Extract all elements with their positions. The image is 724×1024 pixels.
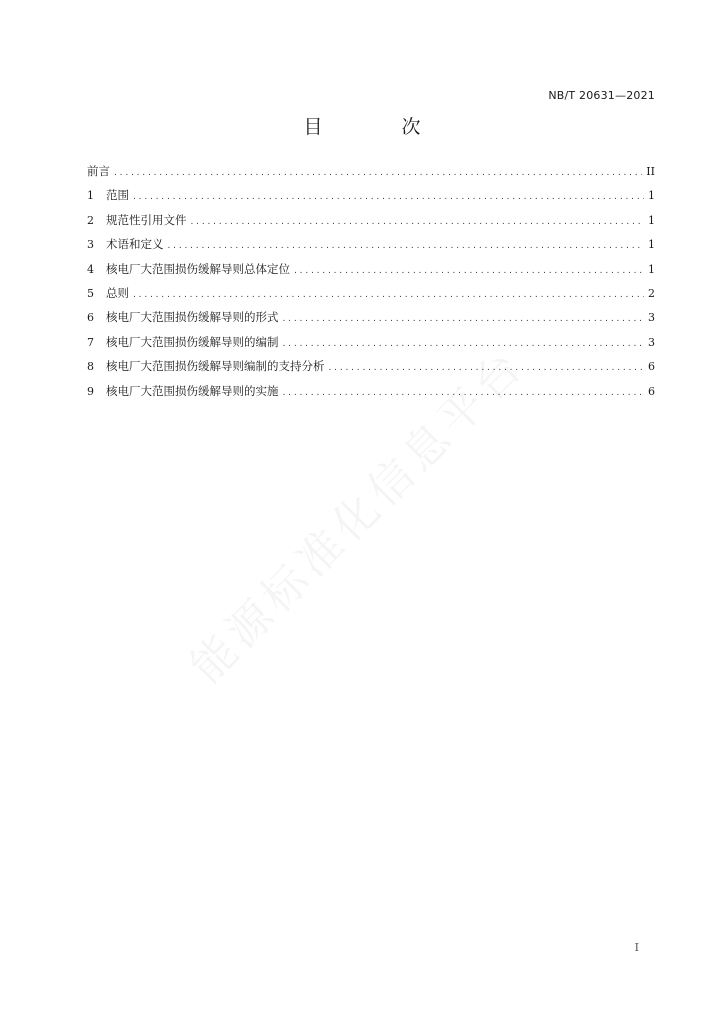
dot-leader <box>191 217 645 227</box>
page-number: I <box>634 941 639 954</box>
toc-entry-9[interactable] <box>87 383 655 407</box>
toc-entry-title: 规范性引用文件 <box>106 212 187 227</box>
toc-entry-page: 1 <box>648 213 655 227</box>
toc-entry-8[interactable] <box>87 358 655 382</box>
toc-entry-5[interactable] <box>87 285 655 309</box>
toc-entry-page: 2 <box>648 286 655 300</box>
toc-entry-number: 1 <box>87 189 94 203</box>
toc-entry-6[interactable] <box>87 309 655 333</box>
toc-entry-title: 核电厂大范围损伤缓解导则的形式 <box>106 310 279 325</box>
dot-leader <box>329 363 645 373</box>
toc-entry-page: II <box>646 165 655 178</box>
toc-entry-page: 1 <box>648 189 655 203</box>
toc-entry-number: 5 <box>87 286 94 300</box>
page-title: 目 次 <box>303 116 451 138</box>
dot-leader <box>133 192 644 202</box>
toc-entry-3[interactable] <box>87 236 655 260</box>
toc-entry-title: 核电厂大范围损伤缓解导则编制的支持分析 <box>106 359 325 374</box>
toc-entry-title: 总则 <box>106 285 129 300</box>
table-of-contents <box>87 163 655 407</box>
toc-entry-number: 3 <box>87 238 94 252</box>
toc-entry-title: 范围 <box>106 188 129 203</box>
dot-leader <box>168 241 645 251</box>
toc-entry-title: 核电厂大范围损伤缓解导则的实施 <box>106 383 279 398</box>
toc-entry-2[interactable] <box>87 212 655 236</box>
toc-entry-page: 1 <box>648 262 655 276</box>
toc-entry-1[interactable] <box>87 187 655 211</box>
toc-entry-page: 6 <box>648 384 655 398</box>
dot-leader <box>294 266 644 276</box>
toc-entry-title: 术语和定义 <box>106 237 164 252</box>
toc-entry-number: 6 <box>87 311 94 325</box>
toc-entry-number: 2 <box>87 213 94 227</box>
toc-entry-title: 核电厂大范围损伤缓解导则的编制 <box>106 334 279 349</box>
toc-entry-number: 7 <box>87 335 94 349</box>
dot-leader <box>133 290 644 300</box>
toc-entry-number: 9 <box>87 384 94 398</box>
toc-entry-page: 3 <box>648 311 655 325</box>
toc-entry-number: 4 <box>87 262 94 276</box>
toc-entry-page: 1 <box>648 238 655 252</box>
toc-entry-title: 核电厂大范围损伤缓解导则总体定位 <box>106 261 290 276</box>
dot-leader <box>283 314 645 324</box>
toc-entry-page: 6 <box>648 360 655 374</box>
toc-entry-page: 3 <box>648 335 655 349</box>
toc-entry-title: 前言 <box>87 164 110 178</box>
standard-code: NB/T 20631—2021 <box>548 89 655 102</box>
dot-leader <box>283 339 645 349</box>
toc-entry-7[interactable] <box>87 334 655 358</box>
toc-entry-4[interactable] <box>87 261 655 285</box>
dot-leader <box>283 388 645 398</box>
toc-entry-foreword[interactable] <box>87 163 655 187</box>
dot-leader <box>114 168 642 178</box>
toc-entry-number: 8 <box>87 360 94 374</box>
